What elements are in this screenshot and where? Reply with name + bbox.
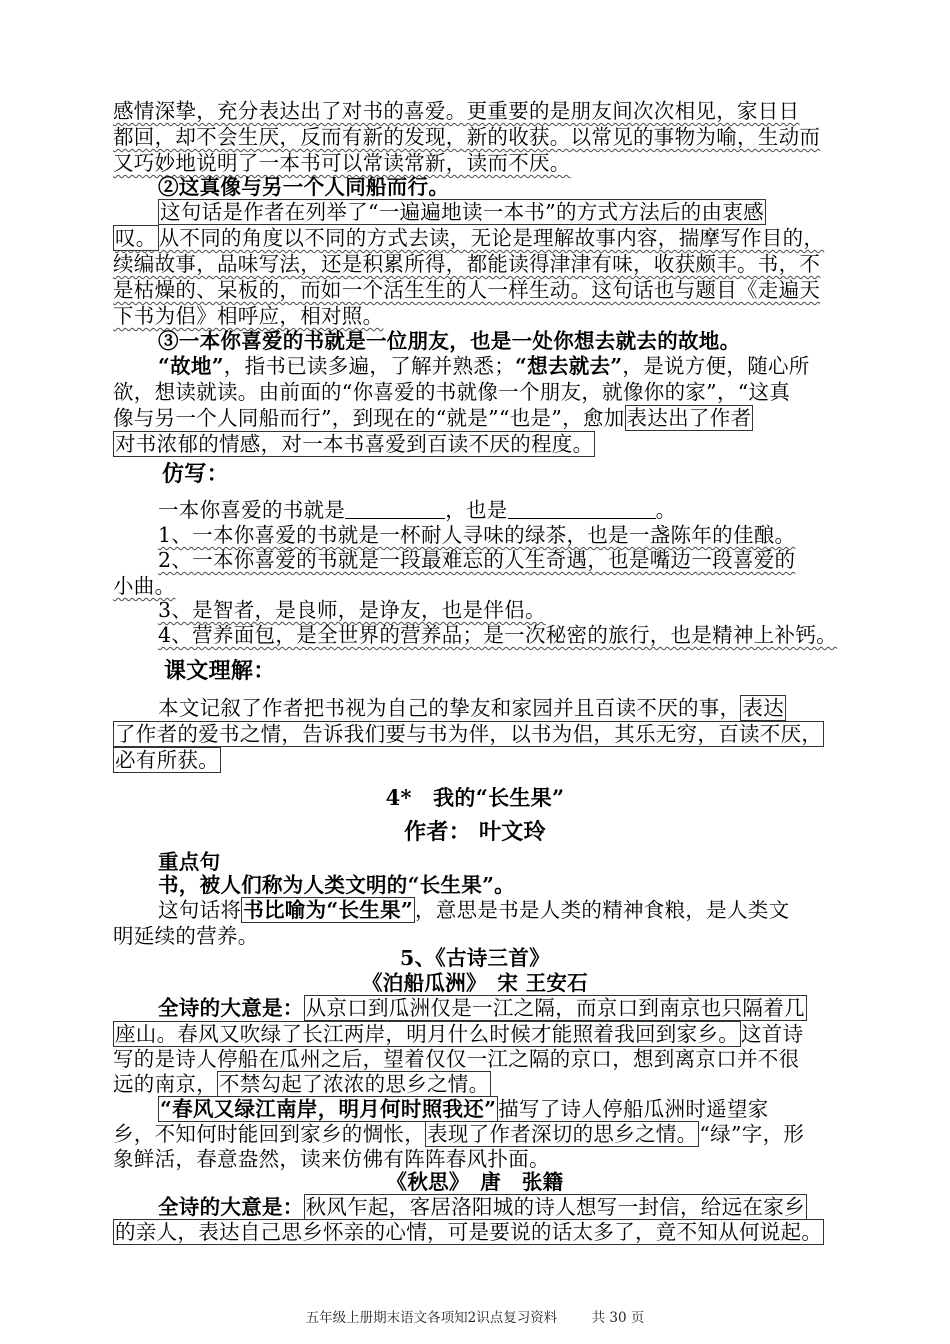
poem-title: 《秋思》 唐 张籍 — [386, 1170, 564, 1194]
text-line — [113, 431, 595, 457]
text-line: 这句话将书比喻为“长生果”，意思是书是人类的精神食粮，是人类文 — [158, 898, 790, 922]
boxed-text: 表达 — [742, 696, 785, 720]
boxed-text: 秋风乍起，客居洛阳城的诗人想写一封信，给远在家乡 — [305, 1195, 805, 1219]
boxed-text: 从京口到瓜洲仅是一江之隔，而京口到南京也只隔着几 — [305, 996, 805, 1020]
example-line: 2、一本你喜爱的书就是一段最难忘的人生奇遇，也是嘴边一段喜爱的 — [158, 548, 796, 572]
text-line: 感情深挚，充分表达出了对书的喜爱。更重要的是朋友间次次相见，家日日 — [113, 99, 800, 123]
text-line: 乡，不知何时能回到家乡的惆怅，表现了作者深切的思乡之情。“绿”字，形 — [113, 1122, 805, 1146]
example-line: 小曲。 — [113, 574, 176, 598]
text-line: “春风又绿江南岸，明月何时照我还”描写了诗人停船瓜洲时遥望家 — [160, 1097, 769, 1121]
text-line: 续编故事，品味写法，还是积累所得，都能读得津津有味，收获颇丰。书，不 — [113, 252, 821, 276]
text-line: 像与另一个人同船而行”，到现在的“就是”“也是”，愈加表达出了作者 — [113, 406, 752, 430]
page-footer: 五年级上册期末语文各项知2识点复习资料 共 30 页 — [305, 1310, 645, 1326]
text-line: 象鲜活，春意盎然，读来仿佛有阵阵春风扑面。 — [113, 1147, 550, 1171]
section-heading-kewen: 课文理解： — [164, 659, 276, 684]
key-sentence-label: 重点句 — [158, 850, 221, 874]
total-pages: 共 30 页 — [591, 1310, 645, 1326]
boxed-text: 不禁勾起了浓浓的思乡之情。 — [219, 1072, 490, 1096]
text-line: 写的是诗人停船在瓜州之后，望着仅仅一江之隔的京口，想到离京口并不很 — [113, 1047, 800, 1071]
key-sentence-heading: ②这真像与另一个人同船而行。 — [158, 175, 450, 199]
boxed-text: 座山。春风又吹绿了长江两岸，明月什么时候才能照着我回到家乡。 — [115, 1022, 739, 1046]
boxed-text: 书比喻为“长生果” — [243, 898, 413, 922]
key-sentence-heading: ③一本你喜爱的书就是一位朋友，也是一处你想去就去的故地。 — [158, 329, 741, 353]
lesson-title: 4* 我的“长生果” — [385, 785, 565, 810]
boxed-text: 这句话是作者在列举了“一遍遍地读一本书”的方式方法后的由衷感 — [160, 200, 764, 224]
boxed-text: 叹。 — [115, 226, 157, 250]
blank-line — [345, 498, 445, 519]
text-line: 欲，想读就读。由前面的“你喜爱的书就像一个朋友，就像你的家”，“这真 — [113, 380, 791, 404]
text-line: 都回，却不会生厌，反而有新的发现，新的收获。以常见的事物为喻，生动而 — [113, 125, 821, 149]
boxed-text: 对书浓郁的情感，对一本书喜爱到百读不厌的程度。 — [115, 432, 594, 456]
example-line: 4、营养面包，是全世界的营养品；是一次秘密的旅行，也是精神上补钙。 — [158, 623, 837, 647]
boxed-text: “春风又绿江南岸，明月何时照我还” — [160, 1097, 497, 1121]
page-number: 2 — [467, 1310, 477, 1326]
boxed-text: 必有所获。 — [115, 748, 219, 772]
example-line: 1、一本你喜爱的书就是一杯耐人寻味的绿茶，也是一盏陈年的佳酿。 — [158, 523, 796, 547]
fill-in-prompt: 一本你喜爱的书就是 ，也是 。 — [158, 498, 677, 522]
blank-line — [508, 498, 656, 519]
section-heading-fangxie: 仿写： — [162, 462, 229, 487]
text-line: 明延续的营养。 — [113, 924, 259, 948]
key-sentence: 书，被人们称为人类文明的“长生果”。 — [158, 873, 515, 897]
boxed-text: 表现了作者深切的思乡之情。 — [427, 1122, 698, 1146]
text-line — [113, 747, 221, 773]
boxed-text: 了作者的爱书之情，告诉我们要与书为伴，以书为侣，其乐无穷，百读不厌， — [115, 722, 823, 746]
text-line: 又巧妙地说明了一本书可以常读常新，读而不厌。 — [113, 151, 571, 175]
poem-title: 《泊船瓜洲》 宋 王安石 — [362, 971, 588, 995]
text-line — [113, 1219, 824, 1245]
text-line: 叹。从不同的角度以不同的方式去读，无论是理解故事内容，揣摩写作目的， — [115, 226, 825, 250]
text-line: 座山。春风又吹绿了长江两岸，明月什么时候才能照着我回到家乡。这首诗 — [115, 1022, 804, 1046]
text-line: “故地”，指书已读多遍，了解并熟悉；“想去就去”，是说方便，随心所 — [158, 354, 810, 378]
boxed-text: 的亲人，表达自己思乡怀亲的心情，可是要说的话太多了，竟不知从何说起。 — [115, 1220, 823, 1244]
lesson-title: 5、《古诗三首》 — [400, 946, 550, 970]
text-line: 是枯燥的、呆板的，而如一个活生生的人一样生动。这句话也与题目《走遍天 — [113, 278, 821, 302]
text-line: 全诗的大意是：从京口到瓜洲仅是一江之隔，而京口到南京也只隔着几 — [158, 996, 805, 1020]
boxed-text: 表达出了作者 — [626, 406, 752, 430]
text-line: 下书为侣》相呼应，相对照。 — [113, 304, 384, 328]
example-line: 3、是智者，是良师，是诤友，也是伴侣。 — [158, 598, 546, 622]
text-line: 全诗的大意是：秋风乍起，客居洛阳城的诗人想写一封信，给远在家乡 — [158, 1195, 805, 1219]
lesson-author: 作者： 叶文玲 — [404, 819, 546, 845]
text-line — [113, 721, 824, 747]
text-line — [158, 199, 766, 225]
text-line: 远的南京，不禁勾起了浓浓的思乡之情。 — [113, 1072, 490, 1096]
text-line: 本文记叙了作者把书视为自己的挚友和家园并且百读不厌的事，表达 — [158, 696, 785, 720]
